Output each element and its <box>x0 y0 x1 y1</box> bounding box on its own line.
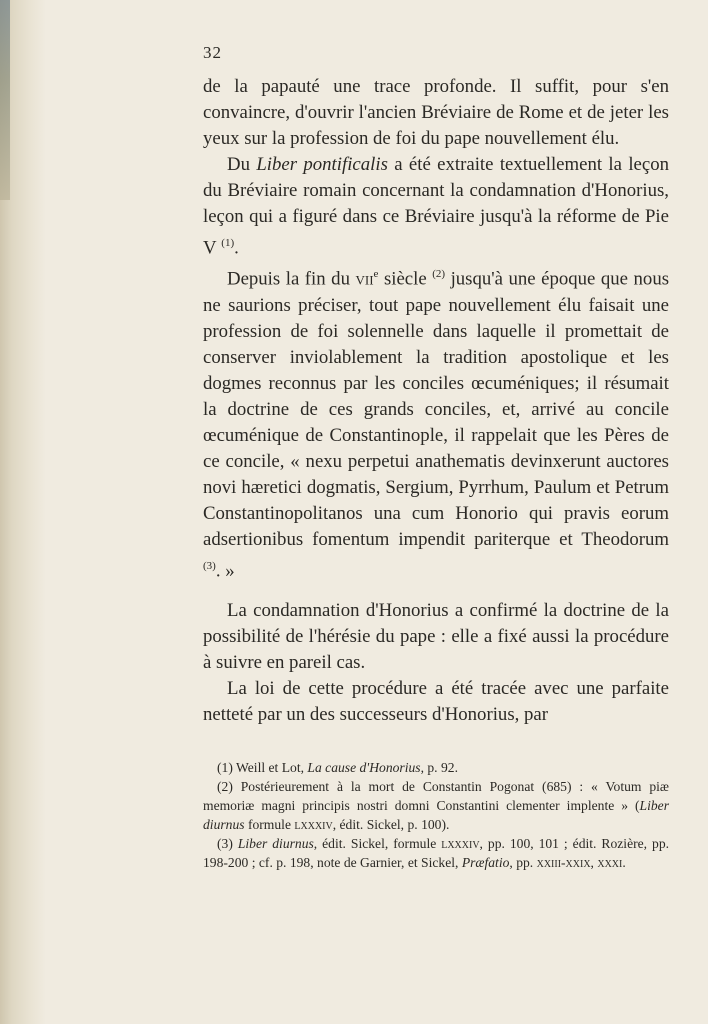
footnote-3-text: , édit. Sickel, formule <box>313 835 442 851</box>
footnote-2-title: Liber diurnus <box>203 797 669 832</box>
footnote-3-numeral: lxxxiv <box>441 835 480 851</box>
footnotes <box>203 758 669 872</box>
footnote-1 <box>203 758 669 777</box>
paragraph-3-text-cont: jusqu'à une époque que nous ne saurions préciser, tout pape nouvellement élu faisait une profession de foi solennelle dans laquelle il promettait de conserver inviolablement la tradition apostolique et les dogmes reconnus par les conciles œcuméniques; il résumait la doctrine de ces grands conciles, et, arrivé au concile œcuménique de Constantinople, il rappelait que les Pères de ce concile, « nexu perpetui anathematis devinxerunt auctores novi hæretici dogmatis, Sergium, Pyrrhum, Paulum et Petrum Constantinopolitanos una cum Honorio qui pravis eorum adsertionibus fomentum impendit pariterque et Theodorum <box>203 268 670 550</box>
footnote-1-marker: (1) <box>217 759 233 775</box>
footnote-3-marker: (3) <box>217 835 233 851</box>
paragraph-3 <box>203 261 669 584</box>
century-numeral: vii <box>355 268 374 290</box>
paragraph-5: La loi de cette procédure a été tracée avec une parfaite netteté par un des successeurs d'Honorius, par <box>203 677 669 725</box>
paragraph-2-end: . <box>234 237 239 259</box>
page-body <box>203 42 669 872</box>
footnote-3-pages: , pp. <box>509 854 537 870</box>
footnote-ref-1: (1) <box>221 237 235 249</box>
paragraph-gap <box>203 584 669 598</box>
footnote-2 <box>203 777 669 834</box>
footnote-3-numerals: xxiii-xxix, xxxi <box>536 854 623 870</box>
paragraph-3-text: Depuis la fin du <box>227 268 356 290</box>
paragraph-3-mid: siècle <box>378 268 427 290</box>
footnote-ref-2: (2) <box>432 268 446 281</box>
page-number: 32 <box>203 43 222 62</box>
footnote-3-end: . <box>622 854 626 870</box>
footnote-2-mid: formule <box>244 816 295 832</box>
footnote-ref-3: (3) <box>203 559 216 572</box>
liber-pontificalis-title: Liber pontificalis <box>256 154 388 175</box>
footnote-1-text: Weill et Lot, <box>232 759 308 775</box>
century-suffix: e <box>373 268 379 281</box>
footnote-1-title: La cause d'Honorius <box>307 759 421 775</box>
paragraph-1: de la papauté une trace profonde. Il suffit, pour s'en convaincre, d'ouvrir l'ancien Bréviaire de Rome et de jeter les yeux sur la profession de foi du pape nouvellement élu. <box>203 76 669 149</box>
footnote-2-text: Postérieurement à la mort de Constantin Pogonat (685) : « Votum piæ memoriæ magni principis nostri domni Constantini clementer implente » ( <box>203 778 669 813</box>
footnote-3 <box>203 834 669 872</box>
footnote-3-title-2: Præfatio <box>461 854 510 870</box>
paragraph-2-text-cont: a été extraite textuellement la leçon du Bréviaire romain concernant la condamnation d'Honorius, leçon qui a figuré dans ce Bréviaire jusqu'à la réforme de Pie V <box>203 154 669 259</box>
book-spine <box>0 0 10 200</box>
footnote-3-title: Liber diurnus <box>237 835 314 851</box>
footnote-2-numeral: lxxxiv <box>294 816 333 832</box>
paragraph-2 <box>203 152 669 261</box>
paragraph-2-text: Du <box>227 154 257 175</box>
footnote-1-end: , p. 92. <box>420 759 458 775</box>
footnote-2-marker: (2) <box>217 778 233 794</box>
footnote-2-end: , édit. Sickel, p. 100). <box>332 816 450 832</box>
paragraph-4: La condamnation d'Honorius a confirmé la doctrine de la possibilité de l'hérésie du pape : elle a fixé aussi la procédure à suivre en pareil cas. <box>203 599 669 673</box>
paragraph-3-end: . » <box>215 559 235 581</box>
footnote-3-mid: , pp. 100, 101 ; édit. Rozière, pp. 198-200 ; cf. p. 198, note de Garnier, et Sickel, <box>203 835 670 870</box>
